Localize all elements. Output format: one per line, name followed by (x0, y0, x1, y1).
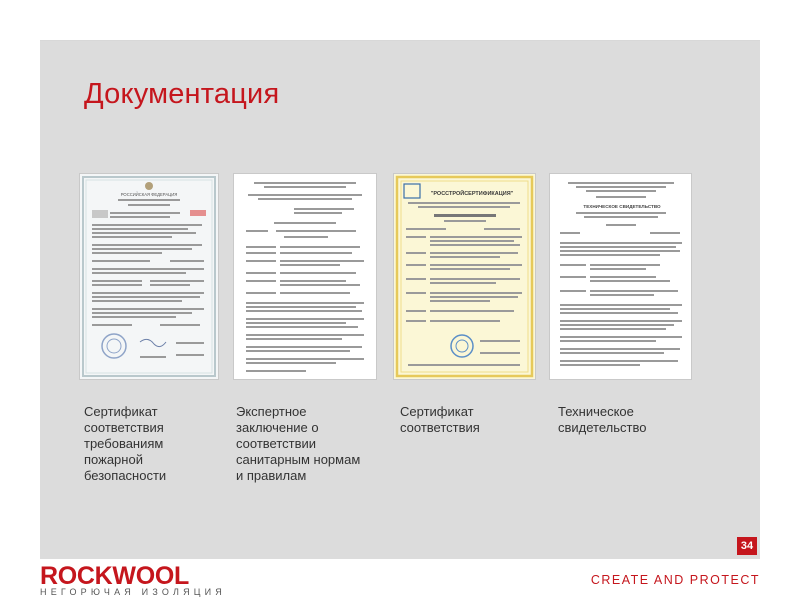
conformity-certificate-image (394, 174, 535, 379)
document-technical-certificate (550, 174, 691, 379)
rockwool-logo: ROCKWOOL (40, 562, 189, 590)
caption-fire-certificate: Сертификат соответствия требованиям пожарной безопасности (84, 404, 167, 483)
technical-certificate-image (550, 174, 691, 379)
tagline: CREATE AND PROTECT (590, 573, 760, 587)
fire-certificate-image (80, 174, 218, 379)
document-conformity-certificate (394, 174, 535, 379)
caption-expert-conclusion: Экспертное заключение о соответствии санитарным нормам и правилам (236, 404, 361, 483)
caption-conformity-certificate: Сертификат соответствия (400, 404, 480, 435)
logo-subtitle: НЕГОРЮЧАЯ ИЗОЛЯЦИЯ (40, 587, 227, 597)
document-expert-conclusion (234, 174, 376, 379)
expert-conclusion-image (234, 174, 376, 379)
page-title: Документация (84, 78, 280, 110)
technical-certificate-header: ТЕХНИЧЕСКОЕ СВИДЕТЕЛЬСТВО (583, 204, 661, 209)
conformity-certificate-header: "РОССТРОЙСЕРТИФИКАЦИЯ" (430, 191, 514, 197)
fire-certificate-header: РОССИЙСКАЯ ФЕДЕРАЦИЯ (120, 192, 178, 197)
page-number: 34 (737, 537, 757, 555)
caption-technical-certificate: Техническое свидетельство (558, 404, 647, 435)
document-fire-certificate (80, 174, 218, 379)
